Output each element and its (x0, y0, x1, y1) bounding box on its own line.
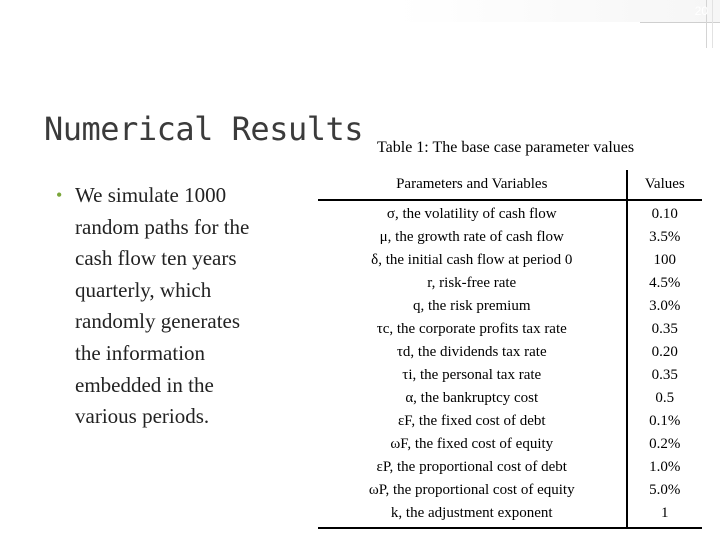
parameter-cell: δ, the initial cash flow at period 0 (371, 252, 573, 268)
corner-divider-horizontal (640, 22, 720, 23)
value-cell: 0.35 (651, 321, 678, 337)
value-cell: 0.2% (649, 436, 681, 452)
value-cell: 4.5% (649, 275, 681, 291)
value-cell: 0.1% (649, 413, 681, 429)
slide-title: Numerical Results (44, 110, 364, 148)
parameter-cell: σ, the volatility of cash flow (386, 206, 557, 222)
value-cell: 0.35 (651, 367, 678, 383)
corner-divider-vertical-secondary (712, 0, 713, 48)
value-cell: 1.0% (649, 459, 681, 475)
value-cell: 0.10 (651, 206, 678, 222)
value-cell: 1 (661, 505, 669, 521)
parameter-cell: r, risk-free rate (427, 275, 517, 291)
value-cell: 100 (653, 252, 676, 268)
bullet-line: cash flow ten years (75, 246, 237, 271)
parameter-list (318, 203, 626, 525)
parameter-cell: τi, the personal tax rate (402, 367, 542, 383)
table-body-row (318, 200, 702, 528)
slide-number: 20 (694, 4, 708, 18)
bullet-line: We simulate 1000 (75, 183, 227, 207)
bullet-line: random paths for the (75, 214, 250, 239)
bullet-line: various periods. (75, 404, 210, 429)
value-cell: 3.0% (649, 298, 681, 314)
parameter-cell: k, the adjustment exponent (390, 505, 553, 521)
parameter-table (318, 170, 702, 529)
bullet-dot-icon: • (56, 185, 63, 205)
value-cell: 5.0% (649, 482, 681, 498)
parameter-cell: εF, the fixed cost of debt (397, 413, 546, 429)
parameter-cell: ωP, the proportional cost of equity (368, 482, 575, 498)
value-cell: 0.5 (655, 390, 675, 406)
parameter-cell: q, the risk premium (413, 298, 531, 314)
parameter-cell: εP, the proportional cost of debt (376, 459, 567, 475)
parameter-cell: α, the bankruptcy cost (405, 390, 539, 406)
header-band (0, 0, 720, 22)
value-cell: 0.20 (651, 344, 678, 360)
values-column (627, 200, 703, 528)
table-caption: Table 1: The base case parameter values (377, 139, 635, 156)
value-cell: 3.5% (649, 229, 681, 245)
bullet-item (56, 180, 296, 433)
column-header-values: Values (627, 170, 703, 200)
bullet-text (56, 180, 296, 433)
parameter-cell: μ, the growth rate of cash flow (379, 229, 564, 245)
parameter-cell: τd, the dividends tax rate (396, 344, 547, 360)
bullet-line: randomly generates (75, 309, 241, 334)
bullet-line: the information (75, 340, 206, 365)
parameters-column (318, 200, 627, 528)
value-list (628, 203, 703, 525)
bullet-line: quarterly, which (75, 277, 212, 302)
bullet-line: embedded in the (75, 372, 214, 397)
column-header-parameters: Parameters and Variables (318, 170, 627, 200)
parameter-cell: τc, the corporate profits tax rate (376, 321, 567, 337)
parameter-cell: ωF, the fixed cost of equity (390, 436, 554, 452)
table-header-row (318, 170, 702, 200)
